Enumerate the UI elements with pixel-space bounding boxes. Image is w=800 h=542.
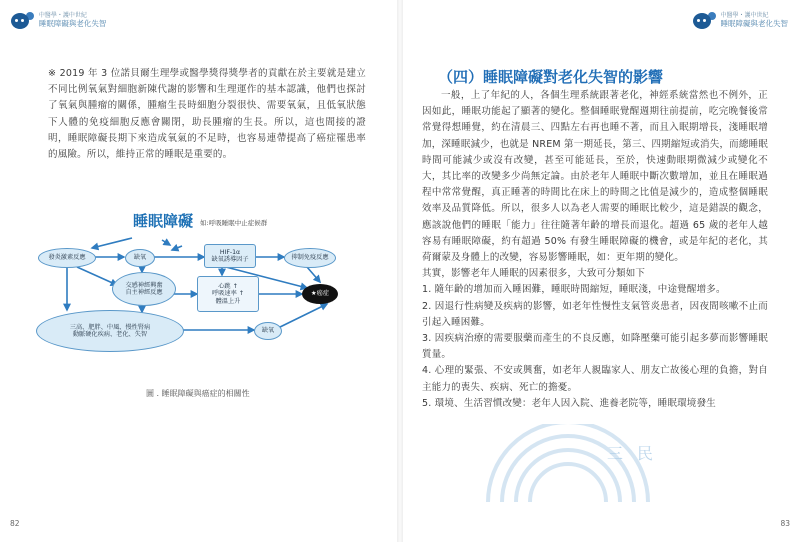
- mascot-icon-right: [693, 13, 711, 29]
- diagram-title: 睡眠障礙: [132, 212, 193, 231]
- paragraph-factors-intro: 其實，影響老年人睡眠的因素很多，大致可分類如下: [422, 268, 646, 280]
- node-cancer: ★癌症: [302, 284, 338, 304]
- node-sympathetic: 交感神經興奮 自主神經反應: [112, 272, 176, 306]
- header-small-text-right: 中醫學・護中世紀: [720, 12, 769, 19]
- header-small-text: 中醫學・護中世紀: [38, 12, 87, 19]
- header-book-title: 睡眠障礙與老化失智: [38, 19, 107, 28]
- list-item-2: 2. 因退行性病變及疾病的影響，如老年性慢性支氣管炎患者，因夜間咳嗽不止而引起入睡困難。: [422, 300, 768, 328]
- right-running-header: [693, 12, 788, 29]
- sleep-cancer-diagram: [32, 210, 367, 360]
- node-hypoxia-2: 缺氧: [254, 322, 282, 340]
- list-item-4: 4. 心理的緊張、不安或興奮，如老年人親臨家人、朋友亡故後心理的負擔，對自主能力的喪失、疾病、死亡的擔憂。: [422, 365, 768, 393]
- node-inflammation: 發炎激素反應: [38, 248, 96, 268]
- node-hif: HIF-1α 缺氧誘導因子: [204, 244, 256, 268]
- node-hypoxia: 缺氧: [125, 249, 155, 267]
- paragraph-aging-sleep: 一般，上了年紀的人，各個生理系統跟著老化，神經系統當然也不例外，正因如此，睡眠功能起了顯著的變化。整個睡眠覺醒週期往前提前，吃完晚餐後常常覺得想睡覺，約在清晨三、四點左右再也睡不著，而且入眠期增長，淺睡眠增加，深睡眠減少，也就是 NREM 第一期延長，第三、四期縮短或消失，而總睡眠時間可能減少或沒有改變，甚至可能延長，至於，快速動眼期微減少或變化不大，其比率的改變多少尚無定論。由於老年人睡眠中斷次數增加，並且在睡眠過程中常常覺醒，真正睡著的時間比在床上的時間之比值是減少的，造成整個睡眠效率及品質降低。所以，很多人以為老人需要的睡眠比較少，這是錯誤的觀念，應該說他們的睡眠「能力」往往隨著年齡的增長而退化。超過 65 歲的老年人越容易有睡眠障礙，約有超過 50% 有發生睡眠障礙的機會，或是年紀的老化，其荷爾蒙及身體上的改變，容易影響睡眠，如：更年期的變化。: [422, 90, 768, 264]
- section-title: （四）睡眠障礙對老化失智的影響: [438, 68, 664, 86]
- diagram-subtitle: 如:呼吸睡眠中止症候群: [200, 219, 268, 228]
- list-item-3: 3. 因疾病治療的需要服藥而產生的不良反應，如降壓藥可能引起多夢而影響睡眠質量。: [422, 333, 768, 361]
- mascot-icon: [11, 13, 29, 29]
- left-page-number: 82: [10, 519, 20, 528]
- list-item-5: 5. 環境、生活習慣改變：老年人因入院、進養老院等，睡眠環境發生: [422, 397, 716, 409]
- node-immune-suppression: 抑制免疫反應: [284, 248, 336, 268]
- node-diseases: 三高、肥胖、中風、慢性腎病 動脈硬化疾病、老化、失智: [36, 310, 184, 352]
- watermark-text: 三民: [607, 444, 668, 463]
- right-body: [422, 88, 768, 412]
- left-body-paragraph: ※ 2019 年 3 位諾貝爾生理學或醫學獎得獎學者的貢獻在於主要就是建立不同比例氧氣對細胞新陳代謝的影響和生理運作的基本認識，他們也探討了氧氣與腫瘤的關係，腫瘤生長時細胞分裂很快、需要氧氣，且低氧狀態下人體的免疫細胞反應會關閉，助長腫瘤的生長。所以，這也間接的證明，睡眠障礙長期下來造成氧氣的不足時，也容易連帶提高了癌症罹患率的風險。所以，維持正常的睡眠是重要的。: [48, 68, 366, 161]
- node-physiology: 心跳 ↑ 呼吸速率 ↑ 體溫上升: [197, 276, 259, 312]
- header-book-title-right: 睡眠障礙與老化失智: [720, 19, 788, 28]
- figure-caption: 圖 . 睡眠障礙與癌症的相關性: [146, 389, 250, 398]
- left-running-header: [11, 12, 106, 29]
- right-page-number: 83: [780, 519, 790, 528]
- list-item-1: 1. 隨年齡的增加而入睡困難，睡眠時間縮短，睡眠淺，中途覺醒增多。: [422, 284, 726, 296]
